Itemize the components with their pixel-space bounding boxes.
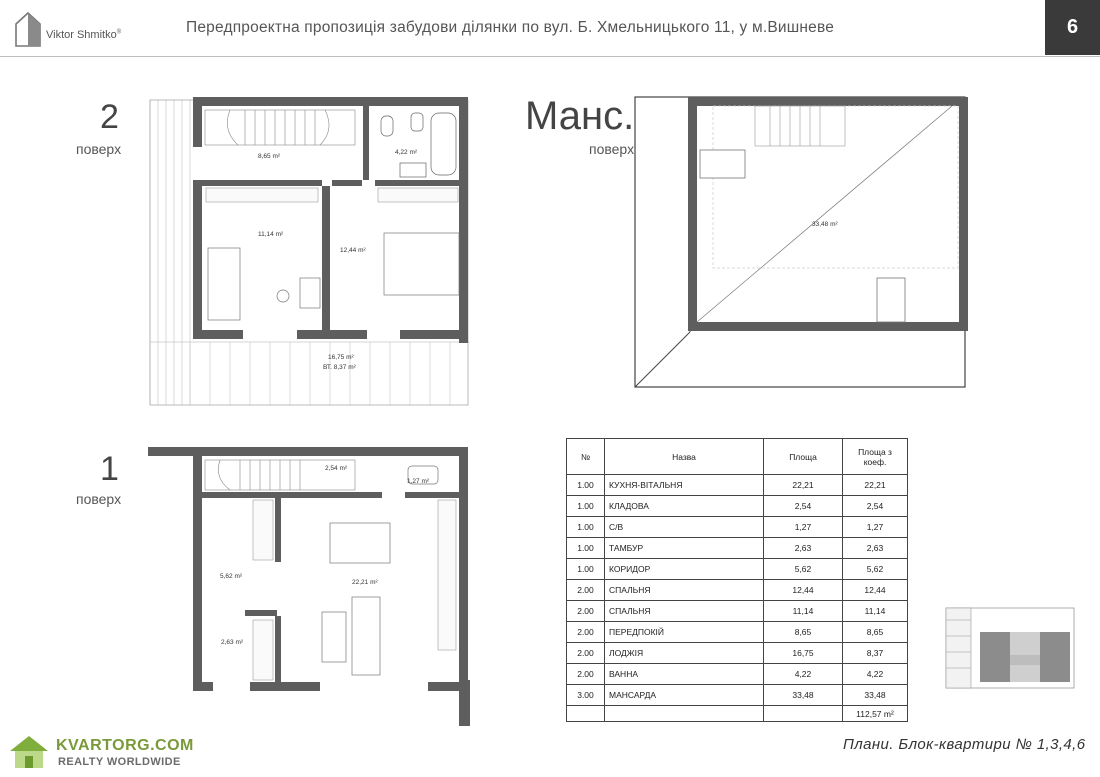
attic-floor-title: Манс. — [525, 94, 635, 138]
first-floor-label: поверх — [76, 491, 122, 507]
area-wc: 1,27 m² — [407, 478, 430, 485]
table-row: 1.00 С/В 1,27 1,27 — [567, 517, 908, 538]
page-number: 6 — [1045, 0, 1100, 55]
area-vestibule: 2,63 m² — [221, 639, 244, 646]
area-loggia: 16,75 m² — [328, 354, 354, 361]
area-storage: 2,54 m² — [325, 465, 348, 472]
table-row: 1.00 ТАМБУР 2,63 2,63 — [567, 538, 908, 559]
area-attic: 33,48 m² — [812, 221, 838, 228]
first-floor-number: 1 — [100, 450, 119, 488]
area-bath: 4,22 m² — [395, 149, 418, 156]
plans-caption: Плани. Блок-квартири № 1,3,4,6 — [843, 736, 1086, 753]
header-name: Назва — [605, 439, 764, 475]
table-total: 112,57 m² — [843, 706, 908, 722]
table-row: 2.00 ПЕРЕДПОКІЙ 8,65 8,65 — [567, 622, 908, 643]
table-row: 1.00 КОРИДОР 5,62 5,62 — [567, 559, 908, 580]
watermark-tagline: REALTY WORLDWIDE — [58, 756, 181, 768]
second-floor-number: 2 — [100, 98, 119, 136]
first-floor-plan — [148, 447, 470, 726]
second-floor-label: поверх — [76, 141, 122, 157]
header-area: Площа — [764, 439, 843, 475]
area-bedroom-right: 12,44 m² — [340, 247, 366, 254]
logo-text: Viktor Shmitko® — [46, 29, 122, 41]
table-row: 1.00 КУХНЯ-ВІТАЛЬНЯ 22,21 22,21 — [567, 475, 908, 496]
key-plan-diagram — [946, 608, 1074, 688]
area-loggia-coef: ВТ. 8,37 m² — [323, 364, 356, 371]
area-table — [566, 438, 908, 722]
table-header-row — [567, 439, 908, 475]
header-no: № — [567, 439, 605, 475]
page-title: Передпроектна пропозиція забудови ділянки по вул. Б. Хмельницького 11, у м.Вишневе — [186, 19, 835, 36]
table-total-row — [567, 706, 908, 722]
area-hall: 8,65 m² — [258, 153, 281, 160]
table-row: 2.00 СПАЛЬНЯ 11,14 11,14 — [567, 601, 908, 622]
watermark — [6, 733, 194, 773]
table-row: 2.00 ЛОДЖІЯ 16,75 8,37 — [567, 643, 908, 664]
area-bedroom-left: 11,14 m² — [258, 231, 284, 238]
watermark-house-icon — [6, 733, 52, 771]
attic-plan — [635, 97, 968, 387]
watermark-brand: KVARTORG.COM — [56, 737, 194, 754]
attic-floor-label: поверх — [589, 141, 635, 157]
second-floor-plan — [150, 97, 470, 405]
table-row: 2.00 СПАЛЬНЯ 12,44 12,44 — [567, 580, 908, 601]
area-corridor: 5,62 m² — [220, 573, 243, 580]
header-coef: Площа з коеф. — [843, 439, 908, 475]
table-row: 2.00 ВАННА 4,22 4,22 — [567, 664, 908, 685]
table-row: 1.00 КЛАДОВА 2,54 2,54 — [567, 496, 908, 517]
table-row: 3.00 МАНСАРДА 33,48 33,48 — [567, 685, 908, 706]
area-living: 22,21 m² — [352, 579, 378, 586]
